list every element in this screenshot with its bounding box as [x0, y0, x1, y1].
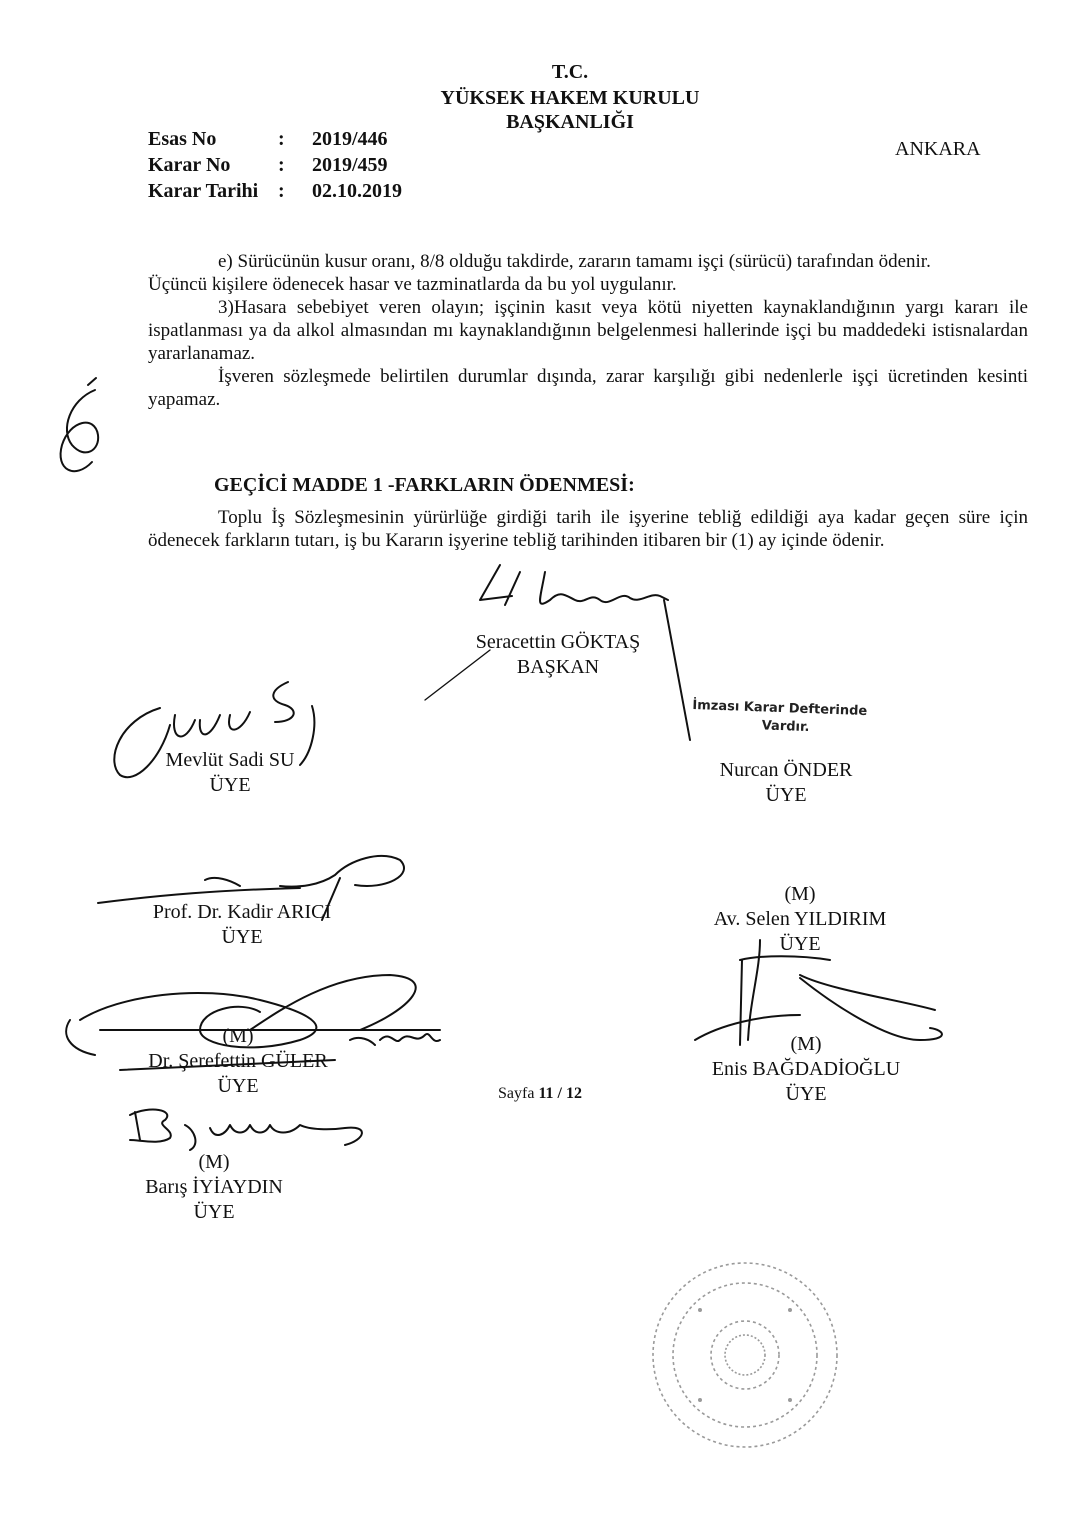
header-city: ANKARA [895, 138, 981, 160]
page-number: 11 / 12 [538, 1085, 582, 1102]
official-seal [653, 1263, 837, 1447]
paragraph-e: e) Sürücünün kusur oranı, 8/8 olduğu takdirde, zararın tamamı işçi (sürücü) tarafından ödenir. [218, 251, 931, 272]
yildirim-signature [695, 940, 942, 1045]
page-label: Sayfa [498, 1085, 535, 1102]
signatory-name: Seracettin GÖKTAŞ [475, 631, 641, 653]
signatory-title: ÜYE [779, 933, 821, 955]
header-institution: YÜKSEK HAKEM KURULU [440, 87, 700, 109]
meta-sep: : [278, 128, 285, 150]
arici-signature [98, 856, 404, 920]
signatory-name: Prof. Dr. Kadir ARICI [152, 901, 332, 923]
iyiaydin-signature [130, 1110, 362, 1150]
signatory-name: Av. Selen YILDIRIM [713, 908, 887, 930]
signatory-title: ÜYE [785, 1083, 827, 1105]
chair-signature [480, 565, 668, 605]
signatory-name: Mevlüt Sadi SU [165, 749, 295, 771]
meta-sep: : [278, 154, 285, 176]
signatory-title: ÜYE [221, 926, 263, 948]
guler-signature [66, 975, 440, 1070]
signatory-mark: (M) [790, 1033, 822, 1055]
section-heading: GEÇİCİ MADDE 1 -FARKLARIN ÖDENMESİ: [214, 474, 635, 496]
paragraph-employer: İşveren sözleşmede belirtilen durumlar dışında, zarar karşılığı gibi nedenlerle işçi ücretinden kesinti yapamaz. [148, 366, 1028, 410]
signatory-mark: (M) [784, 883, 816, 905]
note-line: İmzası Karar Defterinde [692, 697, 868, 720]
signatory-title: ÜYE [193, 1201, 235, 1223]
note-line: Vardır. [761, 718, 810, 736]
meta-value: 2019/459 [312, 154, 388, 176]
signatory-name: Dr. Şerefettin GÜLER [148, 1050, 328, 1072]
meta-value: 2019/446 [312, 128, 388, 150]
meta-label: Karar Tarihi [148, 180, 259, 202]
signatory-mark: (M) [198, 1151, 230, 1173]
meta-label: Karar No [148, 154, 231, 176]
signatory-title: BAŞKAN [516, 656, 600, 678]
margin-initial [61, 390, 99, 471]
meta-sep: : [278, 180, 285, 202]
header-tc: T.C. [551, 61, 589, 83]
signatory-name: Barış İYİAYDIN [145, 1176, 283, 1198]
margin-initial-tick [88, 378, 96, 385]
header-presidency: BAŞKANLIĞI [506, 111, 634, 133]
paragraph-third-parties: Üçüncü kişilere ödenecek hasar ve tazminatlarda da bu yol uygulanır. [148, 274, 677, 295]
signatory-title: ÜYE [209, 774, 251, 796]
chair-signature-tail [425, 650, 490, 700]
seal-star-icon [698, 1308, 792, 1402]
paragraph-3: 3)Hasara sebebiyet veren olayın; işçinin kasıt veya kötü niyetten kaynaklandığının yargı kararı ile ispatlanması ya da alkol almasından mı kaynaklandığının belgelenmesi hallerinde işçi bu maddedeki istisnalardan yararlanamaz. [148, 297, 1028, 364]
meta-value: 02.10.2019 [312, 180, 402, 202]
signatory-mark: (M) [222, 1025, 254, 1047]
signatory-title: ÜYE [765, 784, 807, 806]
meta-label: Esas No [148, 128, 217, 150]
paragraph-differences: Toplu İş Sözleşmesinin yürürlüğe girdiği tarih ile işyerine tebliğ edildiği aya kadar geçen süre için ödenecek farkların tutarı, iş bu Kararın işyerine tebliğ tarihinden itibaren bir (1) ay içinde ödenir. [148, 507, 1028, 551]
signatory-title: ÜYE [217, 1075, 259, 1097]
su-signature [114, 682, 314, 777]
signatory-name: Enis BAĞDADİOĞLU [711, 1058, 901, 1080]
chair-signature-line [664, 600, 690, 740]
signatory-name: Nurcan ÖNDER [719, 759, 853, 781]
